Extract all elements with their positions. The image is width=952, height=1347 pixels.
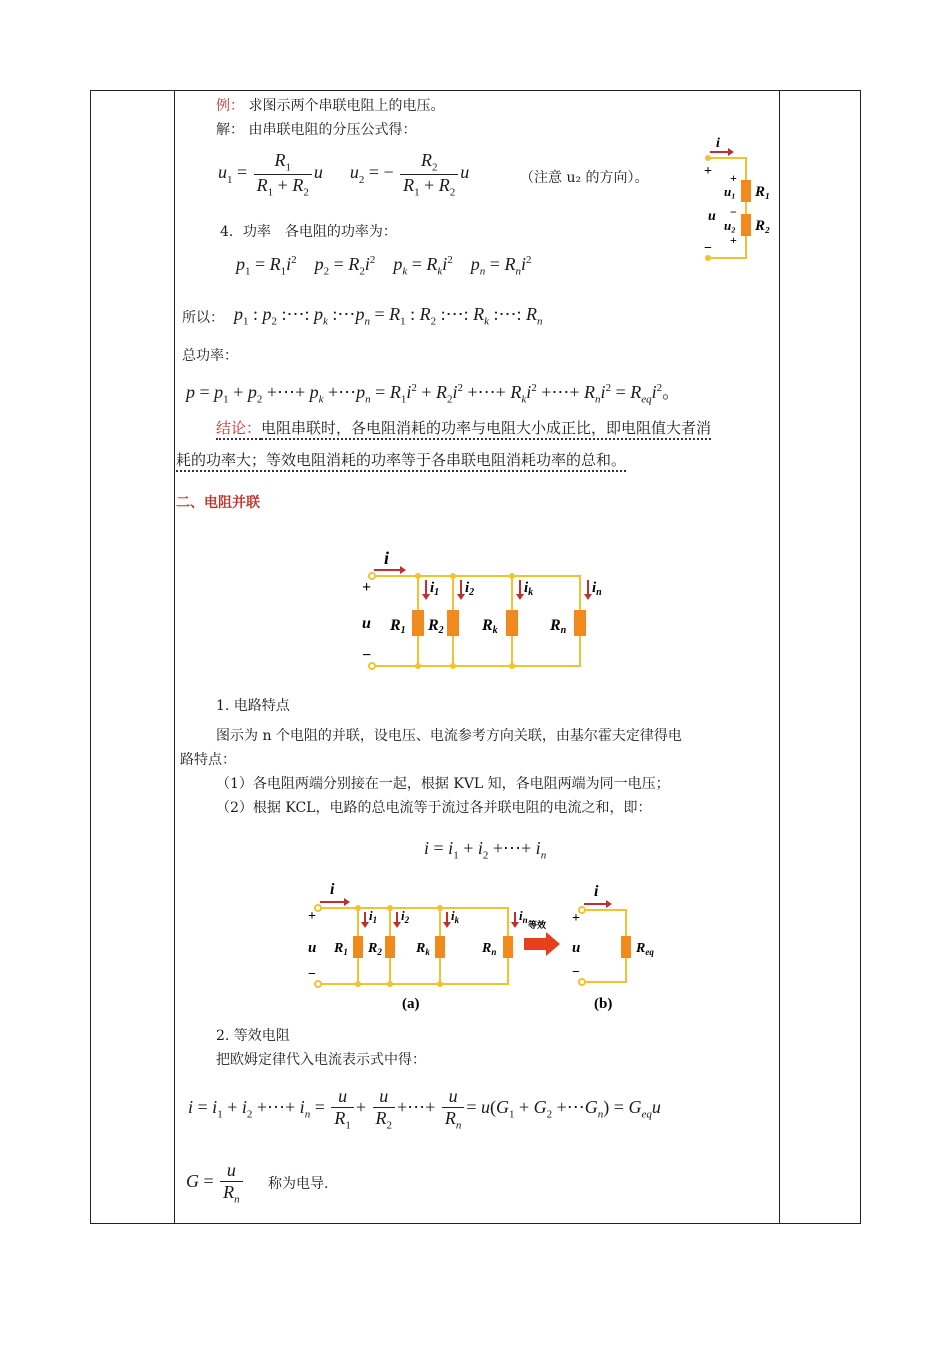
equivalence-diagram (306, 880, 666, 1016)
equiv-b-plus: + (572, 911, 580, 926)
rk-label: Rk (482, 617, 498, 636)
conductance-text: 称为电导. (268, 1176, 329, 1192)
svg-text:i2: $i_2$ (401, 908, 410, 925)
in-label: $i_n$ (592, 580, 602, 598)
feature-point-1: （1）各电阻两端分别接在一起，根据 KVL 知，各电阻两端为同一电压； (216, 776, 670, 792)
series-plus-u1: + (730, 171, 737, 185)
equiv-a-voltage-label: u (308, 940, 317, 956)
series-current-label: i (716, 136, 720, 151)
example-text: 求图示两个串联电阻上的电压。 (248, 98, 445, 114)
feature-point-2: （2）根据 KCL，电路的总电流等于流过各并联电阻的电流之和，即： (216, 800, 652, 816)
series-u1-label: u₁ (724, 184, 736, 199)
equiv-heading: 2. 等效电阻 (216, 1028, 290, 1044)
series-circuit-diagram (700, 130, 780, 270)
i1-label: $i_1$ (430, 580, 440, 598)
rn-label: Rn (550, 617, 567, 636)
feature-line-1: 图示为 n 个电阻的并联，设电压、电流参考方向关联，由基尔霍夫定律得电 (216, 728, 682, 744)
series-minus-u2: − (730, 205, 737, 219)
column-divider-left (174, 91, 175, 1223)
series-voltage-label: u (708, 209, 716, 224)
fig-a-label: (a) (402, 996, 420, 1012)
parallel-section-title: 二、电阻并联 (176, 495, 260, 511)
equivalent-current-formula: $i = i_1 + i_2$ +⋯+ $i_n$ = $\frac{u}{R_1}$ + $\frac{u}{R_2}$ +⋯+ $\frac{u}{R_n}$ = $u(G_1 + G_2$ $+\cdots G_n) = G_{eq}u$ (188, 1086, 661, 1132)
i2-label: $i_2$ (465, 580, 475, 598)
example-line (216, 96, 444, 116)
power-formulas: $p_1 = R_1i^2$ $p_2 = R_2i^2$ $p_k = R_ki^2$ $p_n = R_ni^2$ (236, 254, 532, 278)
series-minus-left: − (704, 241, 712, 256)
solution-label: 解： (216, 122, 244, 138)
equiv-a-plus: + (308, 909, 316, 924)
total-power-formula: $p = p_1 + p_2$ +⋯+ $p_k$ $+\cdots p_n = R_1i^2 + R_2i^2$ +⋯+ $R_ki^2$ +⋯+ $R_ni^2 = R_{eq}i^2$。 (186, 382, 681, 406)
total-power-label: 总功率： (182, 348, 238, 364)
series-plus-left: + (704, 164, 712, 179)
conclusion-text-1: 电阻串联时，各电阻消耗的功率与电阻大小成正比，即电阻值大者消 (261, 419, 711, 440)
equiv-b-minus: − (572, 965, 580, 980)
solution-text: 由串联电阻的分压公式得： (248, 122, 417, 138)
svg-text:R1: $R_1$ (334, 941, 348, 957)
series-plus-u2: + (730, 233, 737, 247)
equiv-a-minus: − (308, 967, 316, 982)
feature-line-2: 路特点： (180, 752, 236, 768)
so-label: 所以： (182, 310, 224, 326)
power-ratio-formula: $p_1$ : $p_2$ :⋯: $p_k$ $:\cdots p_n = R_1$ : $R_2$ :⋯: $R_k$ :⋯: $R_n$ (234, 304, 543, 328)
equiv-a-current-label: i (330, 881, 335, 898)
parallel-current-label: i (384, 548, 390, 568)
power-heading: 4．功率 各电阻的功率为： (220, 224, 397, 240)
svg-text:Rn: $R_n$ (482, 941, 497, 957)
series-r2-label: R₂ (755, 218, 771, 234)
parallel-circuit-diagram (356, 548, 602, 678)
equiv-b-current-label: i (594, 883, 599, 900)
parallel-minus: − (362, 647, 372, 664)
equiv-text: 把欧姆定律代入电流表示式中得： (216, 1052, 426, 1068)
direction-note: （注意 u₂ 的方向）。 (520, 170, 649, 186)
example-label: 例： (216, 98, 244, 114)
parallel-plus: + (362, 579, 372, 596)
series-u2-label: u₂ (724, 218, 736, 233)
svg-text:ik: $i_k$ (451, 908, 460, 925)
conclusion-line-1 (216, 418, 711, 438)
svg-text:in: $i_n$ (519, 908, 528, 925)
conclusion-line-2 (176, 450, 626, 470)
content-column (176, 90, 778, 1224)
series-r1-label: R₁ (755, 184, 771, 200)
svg-text:Rk: $R_k$ (416, 941, 430, 957)
voltage-divider-formula: $u_1$ = $\frac{R_1}{R_1 + R_2}$ u $u_2$ = − $\frac{R_2}{R_1 + R_2}$ u (218, 150, 470, 199)
svg-text:i1: $i_1$ (369, 908, 378, 925)
r2-label: R2 (428, 617, 444, 636)
equiv-arrow-label: 等效 (528, 920, 547, 930)
conductance-formula: G = $\frac{u}{R_n}$ (186, 1160, 245, 1206)
kcl-formula: $i = i_1 + i_2$ +⋯+ $i_n$ (424, 838, 547, 862)
conclusion-label: 结论： (216, 419, 261, 440)
ik-label: $i_k$ (524, 580, 534, 598)
svg-text:R2: $R_2$ (368, 941, 382, 957)
conclusion-text-2: 耗的功率大；等效电阻消耗的功率等于各串联电阻消耗功率的总和。 (176, 451, 626, 472)
svg-text:Req: $R_{eq}$ (636, 941, 654, 957)
fig-b-label: (b) (594, 996, 613, 1012)
parallel-voltage-label: u (362, 615, 371, 632)
feature-heading: 1. 电路特点 (216, 698, 290, 714)
r1-label: R1 (390, 617, 406, 636)
equiv-b-voltage-label: u (572, 940, 581, 956)
solution-line (216, 120, 416, 140)
